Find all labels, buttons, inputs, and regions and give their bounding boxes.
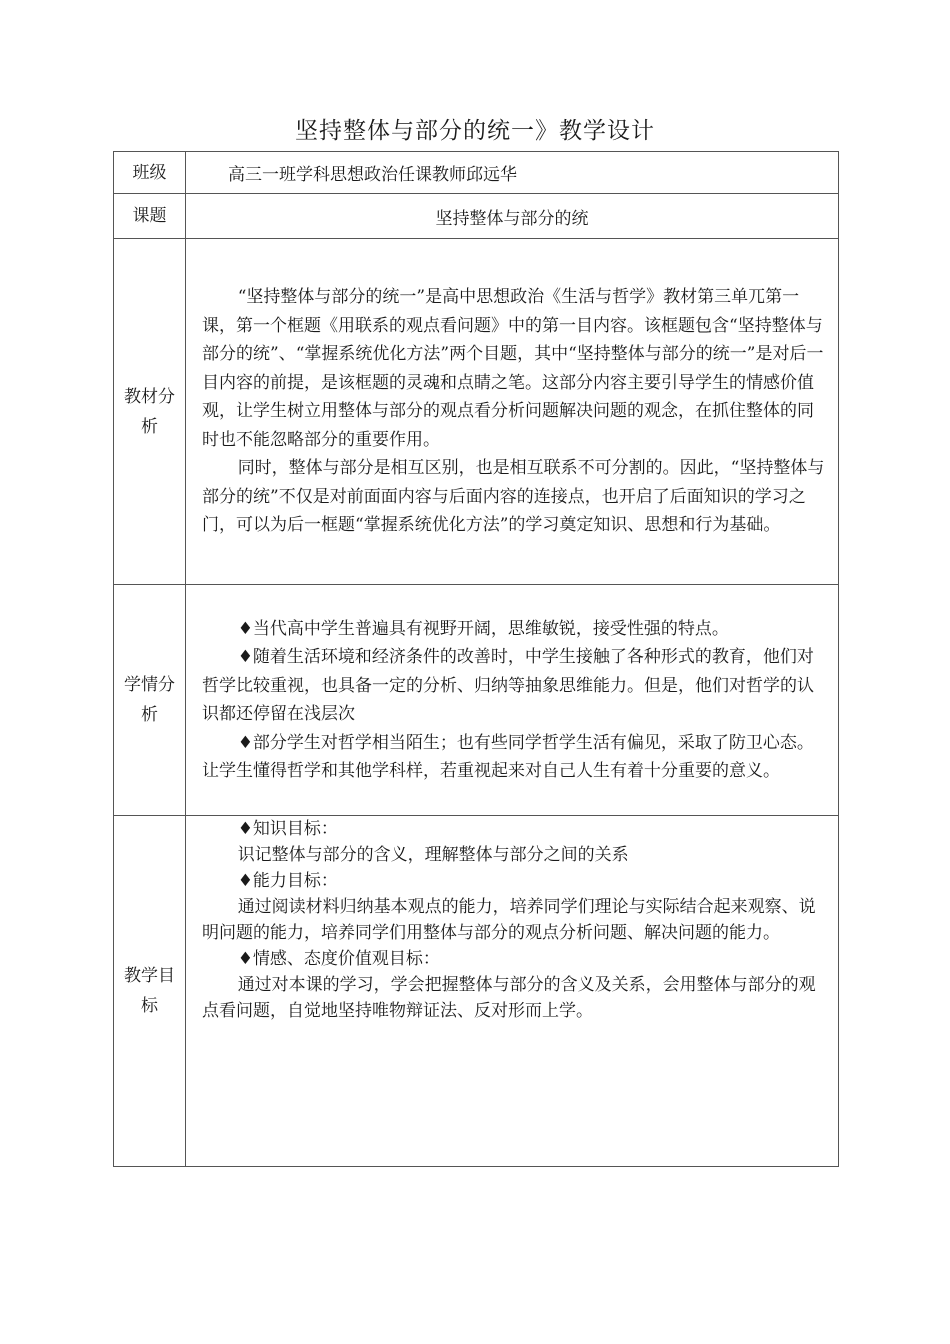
emotion-goal-heading: ♦情感、态度价值观目标： [237,949,440,969]
lesson-plan-table [113,151,839,1167]
class-cell [186,152,839,194]
student-paragraph-3: ♦部分学生对哲学相当陌生；也有些同学哲学生活有偏见，采取了防卫心态。让学生懂得哲学和其他学科样，若重视起来对自己人生有着十分重要的意义。 [202,732,814,781]
student-analysis-label-text: 学情分析 [124,675,175,725]
student-analysis-cell [186,585,839,816]
material-analysis-cell [186,239,839,585]
ability-goal-heading: ♦能力目标： [237,871,338,891]
class-row [114,152,839,194]
material-analysis-label [114,239,186,585]
topic-label: 课题 [114,194,186,239]
material-paragraph-1: “坚持整体与部分的统一”是高中思想政治《生活与哲学》教材第三单兀第一课，第一个框题《用联系的观点看问题》中的第一目内容。该框题包含“坚持整体与部分的统”、“掌握系统优化方法”两个目题，其中“坚持整体与部分的统一”是对后一目内容的前提，是该框题的灵魂和点睛之笔。这部分内容主要引导学生的情感价值观，让学生树立用整体与部分的观点看分析问题解决问题的观念，在抓住整体的同时也不能忽略部分的重要作用。 [202,287,824,450]
topic-value: 坚持整体与部分的统 [435,208,589,229]
topic-cell [186,194,839,239]
knowledge-goal-text: 识记整体与部分的含义，理解整体与部分之间的关系 [237,845,629,865]
class-label: 班级 [114,152,186,194]
document-title: 坚持整体与部分的统一》教学设计 [295,118,655,144]
material-analysis-label-text: 教材分析 [124,386,175,437]
emotion-goal-text: 通过对本课的学习，学会把握整体与部分的含义及关系，会用整体与部分的观点看问题，自觉地坚持唯物辩证法、反对形而上学。 [202,975,816,1021]
teaching-goals-label-text: 教学目标 [124,966,175,1016]
teaching-goals-label [114,816,186,1167]
teaching-goals-cell [186,816,839,1167]
material-paragraph-2: 同时，整体与部分是相互区别，也是相互联系不可分割的。因此，“坚持整体与部分的统”不仅是对前面面内容与后面内容的连接点，也开启了后面知识的学习之门，可以为后一框题“掌握系统优化方法”的学习奠定知识、思想和行为基础。 [202,458,825,536]
ability-goal-text: 通过阅读材料归纳基本观点的能力，培养同学们理论与实际结合起来观察、说明问题的能力，培养同学们用整体与部分的观点分析问题、解决问题的能力。 [202,897,816,943]
knowledge-goal-heading: ♦知识目标： [237,819,338,839]
student-analysis-row [114,585,839,816]
class-value: 高三一班学科思想政治任课教师邱远华 [228,165,517,185]
student-paragraph-2: ♦随着生活环境和经济条件的改善时，中学生接触了各种形式的教育，他们对哲学比较重视，也具备一定的分析、归纳等抽象思维能力。但是，他们对哲学的认识都还停留在浅层次 [202,647,814,724]
student-paragraph-1: ♦当代高中学生普遍具有视野开阔，思维敏锐，接受性强的特点。 [237,618,729,639]
material-analysis-row [114,239,839,585]
topic-row [114,194,839,239]
student-analysis-label [114,585,186,816]
teaching-goals-row [114,816,839,1167]
